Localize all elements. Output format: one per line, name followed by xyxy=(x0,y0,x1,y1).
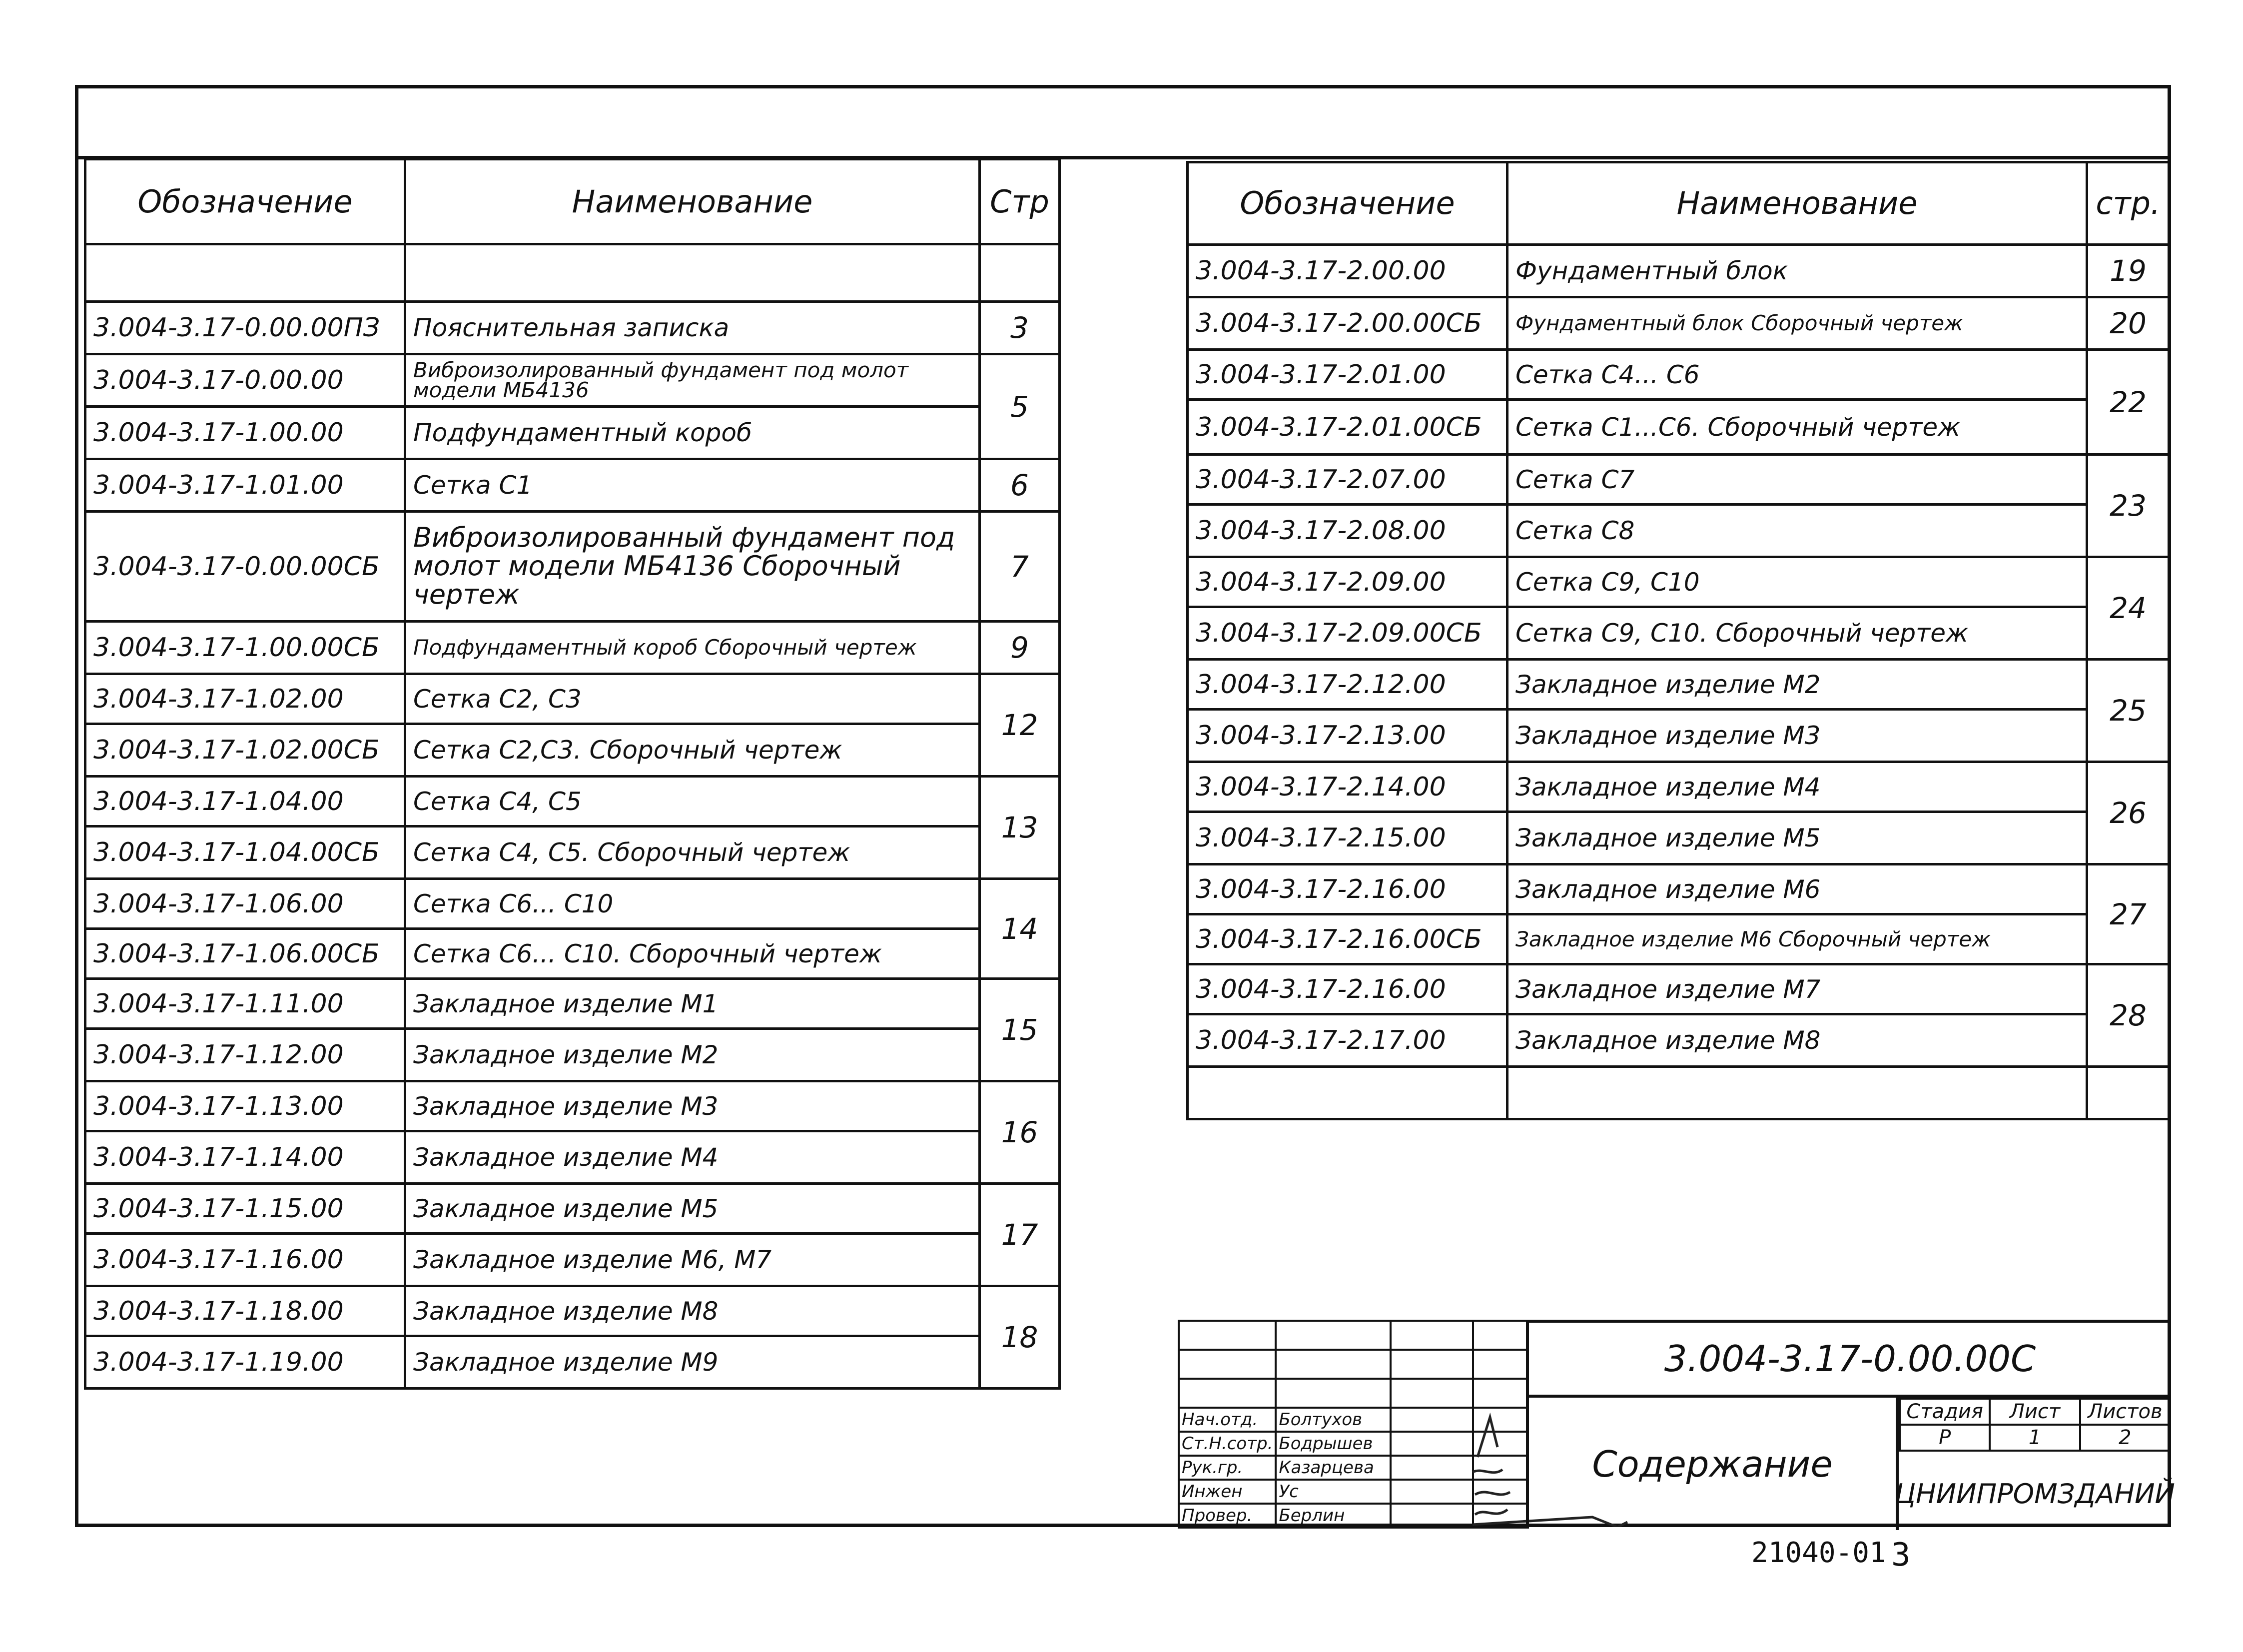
table-row: 3.004-3.17-1.04.00СБ Сетка С4, С5. Сборочный чертеж xyxy=(85,826,1060,879)
table-row: 3.004-3.17-1.16.00 Закладное изделие М6, М7 xyxy=(85,1234,1060,1286)
table-header-row xyxy=(85,159,1060,244)
contents-table-left xyxy=(84,158,1061,1390)
table-row: 3.004-3.17-2.09.00 Сетка С9, С10 24 xyxy=(1188,557,2170,607)
table-row: 3.004-3.17-2.16.00 Закладное изделие М7 28 xyxy=(1188,964,2170,1014)
table-row: 3.004-3.17-1.00.00СБ Подфундаментный короб Сборочный чертеж 9 xyxy=(85,622,1060,674)
table-row: 3.004-3.17-2.07.00 Сетка С7 23 xyxy=(1188,455,2170,505)
table-row: 3.004-3.17-1.04.00 Сетка С4, С5 13 xyxy=(85,777,1060,826)
table-row: 3.004-3.17-2.08.00 Сетка С8 xyxy=(1188,505,2170,557)
table-row: 3.004-3.17-1.11.00 Закладное изделие М1 15 xyxy=(85,979,1060,1029)
document-title: Содержание xyxy=(1529,1398,1899,1530)
signature-mark xyxy=(1391,1480,1473,1504)
table-header-row xyxy=(1188,162,2170,245)
stamp-empty-row xyxy=(1179,1379,1528,1408)
table-row: 3.004-3.17-2.16.00 Закладное изделие М6 27 xyxy=(1188,864,2170,914)
signature-mark xyxy=(1391,1408,1473,1432)
header-code: Обозначение xyxy=(1188,162,1507,245)
table-row: 3.004-3.17-2.09.00СБ Сетка С9, С10. Сборочный чертеж xyxy=(1188,607,2170,660)
table-row: 3.004-3.17-1.06.00 Сетка С6... С10 14 xyxy=(85,879,1060,929)
table-row: 3.004-3.17-2.14.00 Закладное изделие М4 26 xyxy=(1188,762,2170,812)
table-row: 3.004-3.17-2.01.00 Сетка С4... С6 22 xyxy=(1188,350,2170,400)
table-row: 3.004-3.17-1.15.00 Закладное изделие М5 17 xyxy=(85,1184,1060,1234)
signature-role: Рук.гр. xyxy=(1179,1456,1276,1480)
signature-name: Бодрышев xyxy=(1276,1432,1391,1456)
signature-name: Болтухов xyxy=(1276,1408,1391,1432)
table-row: 3.004-3.17-1.01.00 Сетка С1 6 xyxy=(85,459,1060,512)
header-code: Обозначение xyxy=(85,159,405,244)
table-row: 3.004-3.17-1.12.00 Закладное изделие М2 xyxy=(85,1029,1060,1081)
table-row: 3.004-3.17-2.17.00 Закладное изделие М8 xyxy=(1188,1014,2170,1067)
signature-mark xyxy=(1391,1432,1473,1456)
stamp-empty-row xyxy=(1179,1350,1528,1379)
signature-name: Берлин xyxy=(1276,1504,1391,1528)
archive-number: 21040-01 xyxy=(1751,1537,1886,1569)
signature-grid xyxy=(1178,1320,1529,1529)
signature-name: Казарцева xyxy=(1276,1456,1391,1480)
table-row: 3.004-3.17-0.00.00ПЗ Пояснительная записка 3 xyxy=(85,302,1060,354)
table-row: 3.004-3.17-1.02.00 Сетка С2, С3 12 xyxy=(85,674,1060,724)
signature-role: Провер. xyxy=(1179,1504,1276,1528)
empty-row xyxy=(1188,1067,2170,1119)
table-row: 3.004-3.17-2.01.00СБ Сетка С1...С6. Сборочный чертеж xyxy=(1188,400,2170,455)
signature-mark xyxy=(1391,1456,1473,1480)
table-row: 3.004-3.17-2.16.00СБ Закладное изделие М6 Сборочный чертеж xyxy=(1188,914,2170,964)
document-number: 3.004-3.17-0.00.00С xyxy=(1529,1323,2171,1398)
table-row: 3.004-3.17-0.00.00 Виброизолированный фундамент под молот модели МБ4136 5 xyxy=(85,354,1060,407)
table-row: 3.004-3.17-2.15.00 Закладное изделие М5 xyxy=(1188,812,2170,864)
organization-name: ЦНИИПРОМЗДАНИЙ xyxy=(1895,1478,2175,1510)
signature-role: Инжен xyxy=(1179,1480,1276,1504)
header-page: Стр xyxy=(980,159,1060,244)
table-row: 3.004-3.17-2.00.00 Фундаментный блок 19 xyxy=(1188,245,2170,297)
signature-mark xyxy=(1391,1504,1473,1528)
contents-table-right xyxy=(1186,161,2171,1120)
table-row: 3.004-3.17-1.18.00 Закладное изделие М8 18 xyxy=(85,1286,1060,1336)
sheets-label: Листов xyxy=(2080,1399,2170,1425)
signature-role: Ст.Н.сотр. xyxy=(1179,1432,1276,1456)
table-row: 3.004-3.17-2.13.00 Закладное изделие М3 xyxy=(1188,710,2170,762)
header-name: Наименование xyxy=(405,159,980,244)
table-row: 3.004-3.17-1.02.00СБ Сетка С2,С3. Сборочный чертеж xyxy=(85,724,1060,777)
title-block xyxy=(1526,1320,2175,1527)
signature-role: Нач.отд. xyxy=(1179,1408,1276,1432)
sheet-value: 1 xyxy=(1990,1425,2080,1451)
table-row: 3.004-3.17-1.19.00 Закладное изделие М9 xyxy=(85,1336,1060,1389)
sheet-label: Лист xyxy=(1990,1399,2080,1425)
stamp-empty-row xyxy=(1179,1321,1528,1350)
empty-row xyxy=(85,244,1060,302)
table-row: 3.004-3.17-1.14.00 Закладное изделие М4 xyxy=(85,1131,1060,1184)
table-row: 3.004-3.17-2.00.00СБ Фундаментный блок Сборочный чертеж 20 xyxy=(1188,297,2170,350)
stage-label: Стадия xyxy=(1900,1399,1990,1425)
table-row: 3.004-3.17-1.06.00СБ Сетка С6... С10. Сборочный чертеж xyxy=(85,929,1060,979)
sheets-value: 2 xyxy=(2080,1425,2170,1451)
header-name: Наименование xyxy=(1507,162,2087,245)
table-row: 3.004-3.17-0.00.00СБ Виброизолированный фундамент под молот модели МБ4136 Сборочный чертеж 7 xyxy=(85,512,1060,622)
stage-value: Р xyxy=(1900,1425,1990,1451)
sheet-info xyxy=(1899,1398,2171,1452)
table-row: 3.004-3.17-2.12.00 Закладное изделие М2 25 xyxy=(1188,660,2170,710)
table-row: 3.004-3.17-1.00.00 Подфундаментный короб xyxy=(85,407,1060,459)
signature-name: Ус xyxy=(1276,1480,1391,1504)
table-row: 3.004-3.17-1.13.00 Закладное изделие М3 16 xyxy=(85,1081,1060,1131)
header-page: стр. xyxy=(2087,162,2170,245)
page-number: 3 xyxy=(1891,1537,1911,1574)
